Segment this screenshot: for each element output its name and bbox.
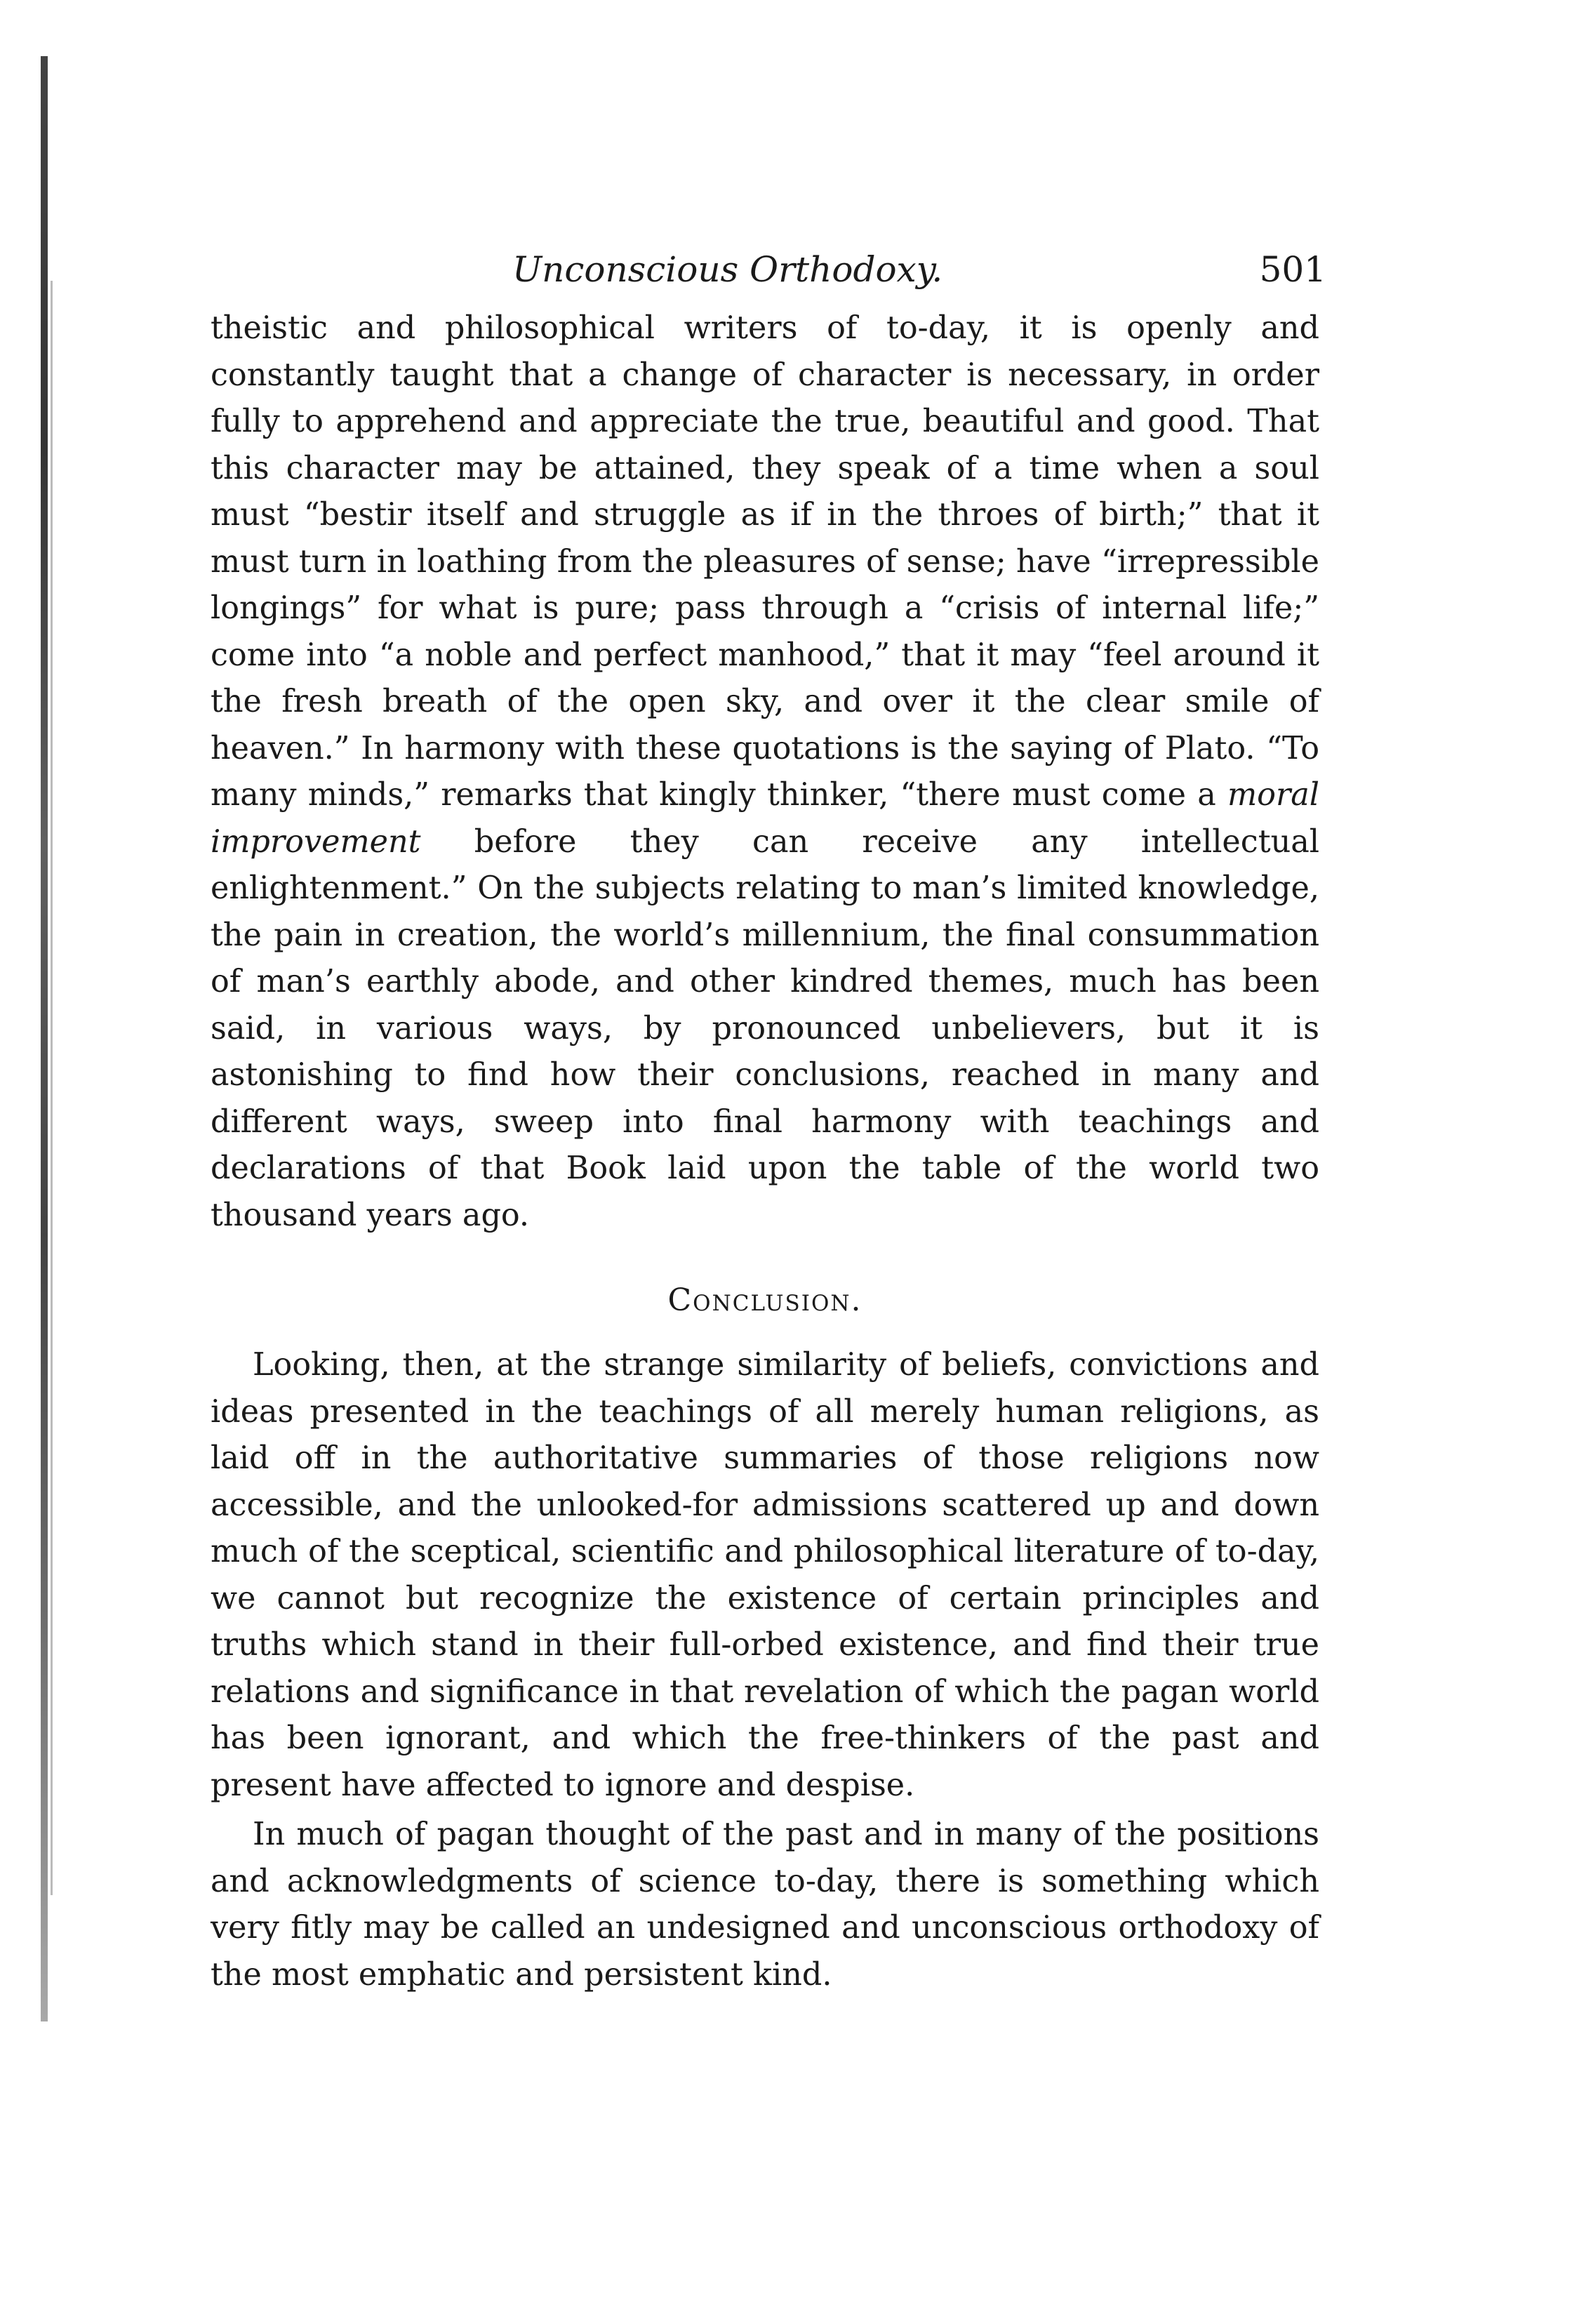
section-heading-conclusion: Conclusion.: [667, 1282, 862, 1318]
page-number: 501: [1259, 249, 1326, 290]
book-page: [211, 249, 1326, 1998]
paragraph-conclusion-2: In much of pagan thought of the past and in many of the positions and acknowledgments of science to-day, there is something which very fitly may be called an undesigned and unconscious orthodoxy of the most emphatic and persistent kind.: [211, 1817, 1319, 1993]
running-head: [211, 249, 1326, 305]
scan-binding-shadow: [51, 281, 53, 1895]
emphasis-moral-improvement: moral improvement: [211, 777, 1319, 860]
running-title: Unconscious Orthodoxy.: [512, 249, 943, 290]
paragraph-1-rest: before they can receive any intellectual enlightenment.” On the subjects relating to man’s limited knowledge, the pain in creation, the world’s millennium, the final consummation of man’s earthly abode, and other kindred themes, much has been said, in various ways, by pronounced unbelievers, but it is astonishing to find how their conclusions, reached in many and different ways, sweep into final harmony with teachings and declarations of that Book laid upon the table of the world two thousand years ago.: [211, 823, 1319, 1233]
scan-binding-edge: [41, 56, 48, 2021]
paragraph-conclusion-1: Looking, then, at the strange similarity of beliefs, convictions and ideas presented in the teachings of all merely human religions, as laid off in the authoritative summaries of those religions now accessible, and the unlooked-for admissions scattered up and down much of the sceptical, scientific and philosophical literature of to-day, we cannot but recognize the existence of certain principles and truths which stand in their full-orbed existence, and find their true relations and significance in that revelation of which the pagan world has been ignorant, and which the free-thinkers of the past and present have affected to ignore and despise.: [211, 1347, 1319, 1803]
paragraph-1-text: theistic and philosophical writers of to-day, it is openly and constantly taught that a change of character is necessary, in order fully to apprehend and appreciate the true, beautiful and good. That this character may be attained, they speak of a time when a soul must “bestir itself and struggle as if in the throes of birth;” that it must turn in loathing from the pleasures of sense; have “irrepressible longings” for what is pure; pass through a “crisis of internal life;” come into “a noble and perfect manhood,” that it may “feel around it the fresh breath of the open sky, and over it the clear smile of heaven.” In harmony with these quotations is the saying of Plato. “To many minds,” remarks that kingly thinker, “there must come a: [211, 310, 1319, 813]
paragraph-continued: [211, 305, 1319, 1239]
